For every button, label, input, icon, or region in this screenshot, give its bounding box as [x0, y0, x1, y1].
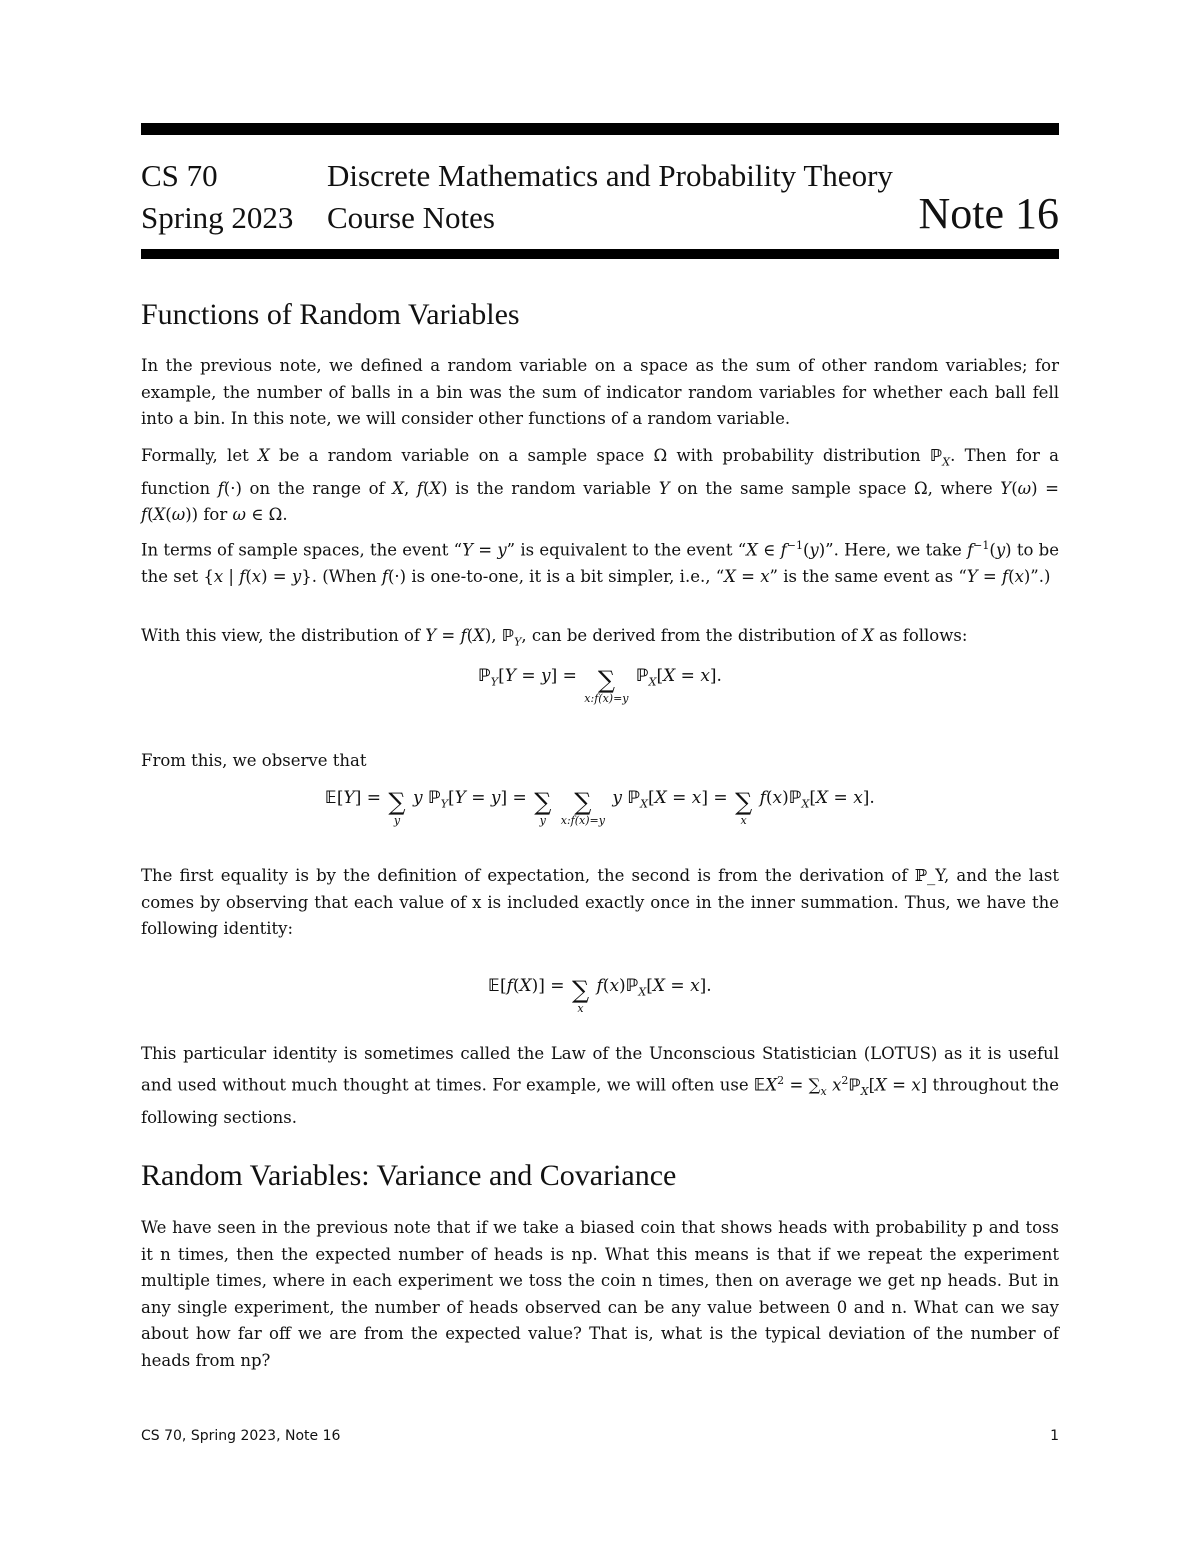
course-code: CS 70: [141, 158, 218, 193]
equation-distribution: ℙ$_Y$[Y = y] = ∑ x:f(x)=y ℙ$_X$[X = x].: [478, 666, 722, 705]
paragraph-distribution: With this view, the distribution of Y = f(X), ℙ$_Y$, can be derived from the distribution of X as follows:: [141, 626, 968, 649]
footer-text: CS 70, Spring 2023, Note 16: [141, 1428, 341, 1444]
section-title: Random Variables: Variance and Covariance: [141, 1159, 677, 1192]
paragraph: We have seen in the previous note that if we take a biased coin that shows heads with probability p and toss it n times, then the expected number of heads is np. What this means is that if we repeat the experiment multiple times, where in each experiment we toss the coin n times, then on average we get np heads. But in any single experiment, the number of heads observed can be any value between 0 and n. What can we say about how far off we are from the expected value? That is, what is the typical deviation of the number of heads from np?: [141, 1218, 1059, 1370]
paragraph: In the previous note, we defined a random variable on a space as the sum of other random variables; for example, the number of balls in a bin was the sum of indicator random variables for whether each ball fell into a bin. In this note, we will consider other functions of a random variable.: [141, 356, 1059, 428]
equation-expectation: 𝔼[Y] = ∑ y y ℙ$_Y$[Y = y] = ∑ y ∑ x:f(x)=y y ℙ$_X$[X = x] = ∑ x f(x)ℙ$_X$[X = x].: [325, 788, 875, 827]
equation-lotus: 𝔼[f(X)] = ∑ x f(x)ℙ$_X$[X = x].: [488, 976, 712, 1015]
note-number: Note 16: [918, 189, 1059, 238]
paragraph: The first equality is by the definition of expectation, the second is from the derivation of ℙ_Y, and the last comes by observing that each value of x is included exactly once in the inner summation. Thus, we have the following identity:: [141, 866, 1059, 938]
paragraph-formal-definition: Formally, let X be a random variable on a sample space Ω with probability distribution ℙ$_X$. Then for a function f(·) on the range of X, f(X) is the random variable Y on the same sample space Ω, where Y(ω) = f(X(ω)) for ω ∈ Ω.: [141, 446, 1059, 525]
section-title: Functions of Random Variables: [141, 298, 520, 331]
page-number: 1: [1050, 1428, 1059, 1444]
paragraph-lotus: This particular identity is sometimes called the Law of the Unconscious Statistician (LOTUS) as it is useful and used without much thought at times. For example, we will often use 𝔼X$^2$ = $\sum_x$ $x^2ℙ_X[X = x]$ throughout the following sections.: [141, 1044, 1060, 1127]
course-term: Spring 2023: [141, 200, 294, 235]
header-top-rule: [141, 123, 1059, 135]
course-subtitle: Course Notes: [327, 200, 495, 235]
course-title: Discrete Mathematics and Probability Theory: [327, 158, 893, 193]
paragraph-sample-spaces: In terms of sample spaces, the event “Y = y” is equivalent to the event “X ∈ $f^{-1}(y)$”. Here, we take $f^{-1}(y)$ to be the set {x | f(x) = y}. (When f(·) is one-to-one, it is a bit simpler, i.e., “X = x” is the same event as “Y = f(x)”.): [141, 539, 1059, 586]
header-bottom-rule: [141, 249, 1059, 259]
paragraph: From this, we observe that: [141, 751, 367, 770]
